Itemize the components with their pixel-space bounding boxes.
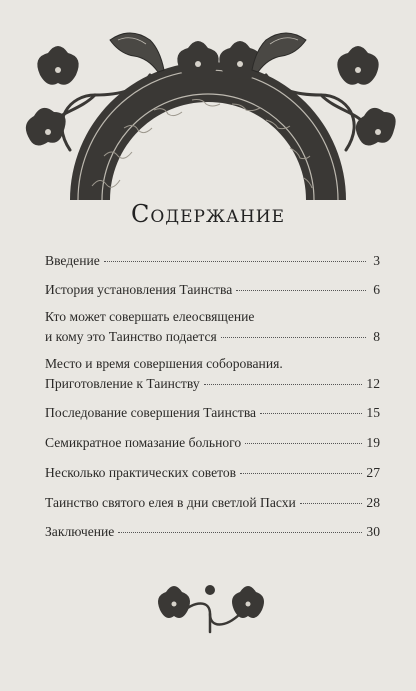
toc-entry-page: 19: [366, 435, 380, 450]
leader-dots: [204, 383, 363, 385]
toc-entry: [45, 494, 380, 511]
toc-entry-title: Заключение: [45, 524, 115, 539]
toc-entry: [45, 281, 380, 298]
leader-dots: [118, 531, 362, 533]
toc-entry-page: 8: [373, 329, 380, 344]
toc-entry: [45, 308, 380, 345]
toc-entry-page: 27: [366, 465, 380, 480]
toc-entry-title: Таинство святого елея в дни светлой Пасхи: [45, 495, 296, 510]
toc-entry: [45, 404, 380, 421]
toc-entry-title: Последование совершения Таинства: [45, 405, 257, 420]
toc-entry-page: 15: [366, 405, 380, 420]
toc-entry-title: Несколько практических советов: [45, 465, 237, 480]
leader-dots: [245, 442, 362, 444]
page-title: Содержание: [130, 200, 285, 228]
toc-entry-title: Кто может совершать елеосвящение: [45, 309, 255, 324]
leader-dots: [260, 412, 362, 414]
toc-entry-title-cont: Приготовление к Таинству: [45, 376, 200, 391]
header-ornament-icon: [0, 0, 416, 215]
leader-dots: [300, 502, 363, 504]
leader-dots: [236, 289, 366, 291]
leader-dots: [104, 260, 366, 262]
toc-entry-title-cont: и кому это Таинство подается: [45, 329, 217, 344]
toc-entry-page: 12: [366, 376, 380, 391]
footer-ornament-icon: [150, 580, 270, 642]
toc-entry-page: 28: [366, 495, 380, 510]
toc-entry-page: 6: [373, 282, 380, 297]
toc-entry-page: 30: [366, 524, 380, 539]
toc-entry-title: История установления Таинства: [45, 282, 233, 297]
toc-entry: [45, 355, 380, 392]
leader-dots: [221, 336, 366, 338]
toc-entry: [45, 252, 380, 269]
toc-entry: [45, 434, 380, 451]
toc-entry-page: 3: [373, 253, 380, 268]
toc-entry: [45, 464, 380, 481]
toc-entry-title: Семикратное помазание больного: [45, 435, 242, 450]
toc-entry: [45, 523, 380, 540]
toc-entry-title: Место и время совершения соборования.: [45, 356, 283, 371]
toc-entry-title: Введение: [45, 253, 100, 268]
leader-dots: [240, 472, 362, 474]
